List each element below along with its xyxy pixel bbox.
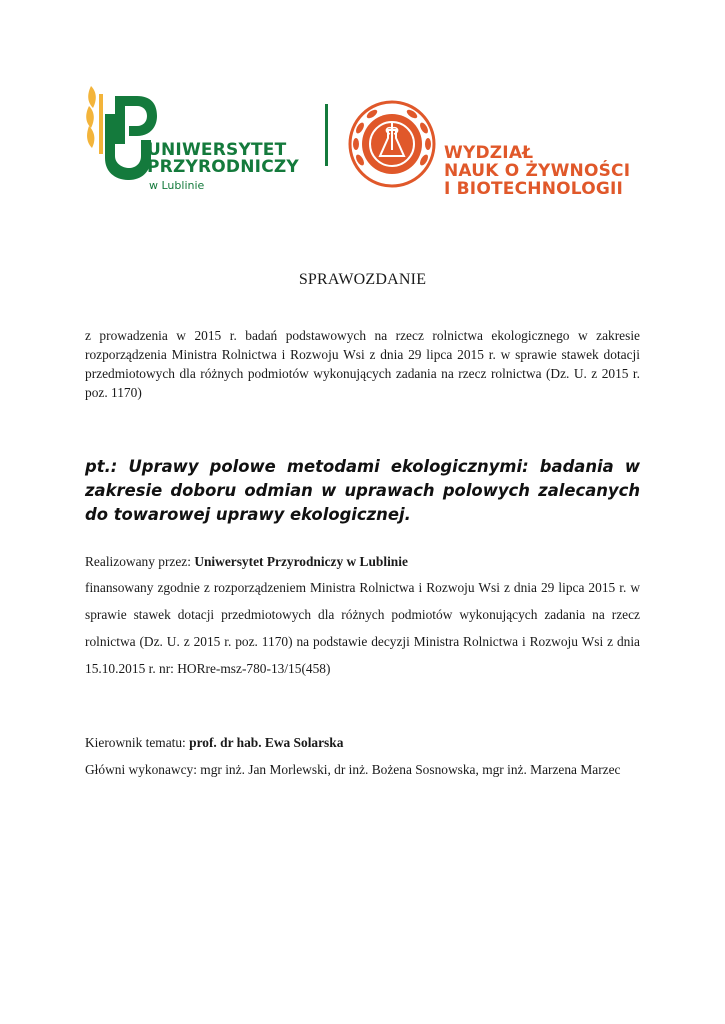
topic-head-label: Kierownik tematu: xyxy=(85,735,190,750)
faculty-name-line1: WYDZIAŁ xyxy=(444,143,534,163)
university-city: w Lublinie xyxy=(149,179,205,192)
realized-by-value: Uniwersytet Przyrodniczy w Lublinie xyxy=(194,554,408,569)
logo-divider xyxy=(325,104,328,166)
university-name-line2: PRZYRODNICZY xyxy=(147,157,299,177)
document-title: SPRAWOZDANIE xyxy=(298,271,427,288)
realized-by xyxy=(85,552,640,571)
faculty-seal-icon xyxy=(346,98,438,190)
topic-heading: pt.: Uprawy polowe metodami ekologicznymi: badania w zakresie doboru odmian w uprawach polowych zalecanych do towarowej uprawy ekologicznej. xyxy=(85,457,640,524)
topic-head-value: prof. dr hab. Ewa Solarska xyxy=(189,735,344,750)
faculty-logo xyxy=(346,98,646,198)
realized-by-label: Realizowany przez: xyxy=(85,554,195,569)
university-logo xyxy=(85,84,325,204)
university-name xyxy=(147,142,299,192)
financing-paragraph: finansowany zgodnie z rozporządzeniem Ministra Rolnictwa i Rozwoju Wsi z dnia 29 lipca 2015 r. w sprawie stawek dotacji przedmiotowych dla różnych podmiotów wykonujących zadania na rzecz rolnictwa (Dz. U. z 2015 r. poz. 1170) na podstawie decyzji Ministra Rolnictwa i Rozwoju Wsi z dnia 15.10.2015 r. nr: HORre-msz-780-13/15(458) xyxy=(85,580,640,676)
main-performers: Główni wykonawcy: mgr inż. Jan Morlewski, dr inż. Bożena Sosnowska, mgr inż. Marzena Marzec xyxy=(85,762,621,777)
faculty-name-line3: I BIOTECHNOLOGII xyxy=(444,179,624,199)
faculty-name xyxy=(444,144,630,198)
intro-paragraph: z prowadzenia w 2015 r. badań podstawowych na rzecz rolnictwa ekologicznego w zakresie rozporządzenia Ministra Rolnictwa i Rozwoju Wsi z dnia 29 lipca 2015 r. w sprawie stawek dotacji przedmiotowych dla różnych podmiotów wykonujących zadania na rzecz rolnictwa (Dz. U. z 2015 r. poz. 1170) xyxy=(85,328,640,400)
topic-head xyxy=(85,733,640,752)
university-name-line1: UNIWERSYTET xyxy=(147,140,287,160)
faculty-name-line2: NAUK O ŻYWNOŚCI xyxy=(444,161,631,181)
